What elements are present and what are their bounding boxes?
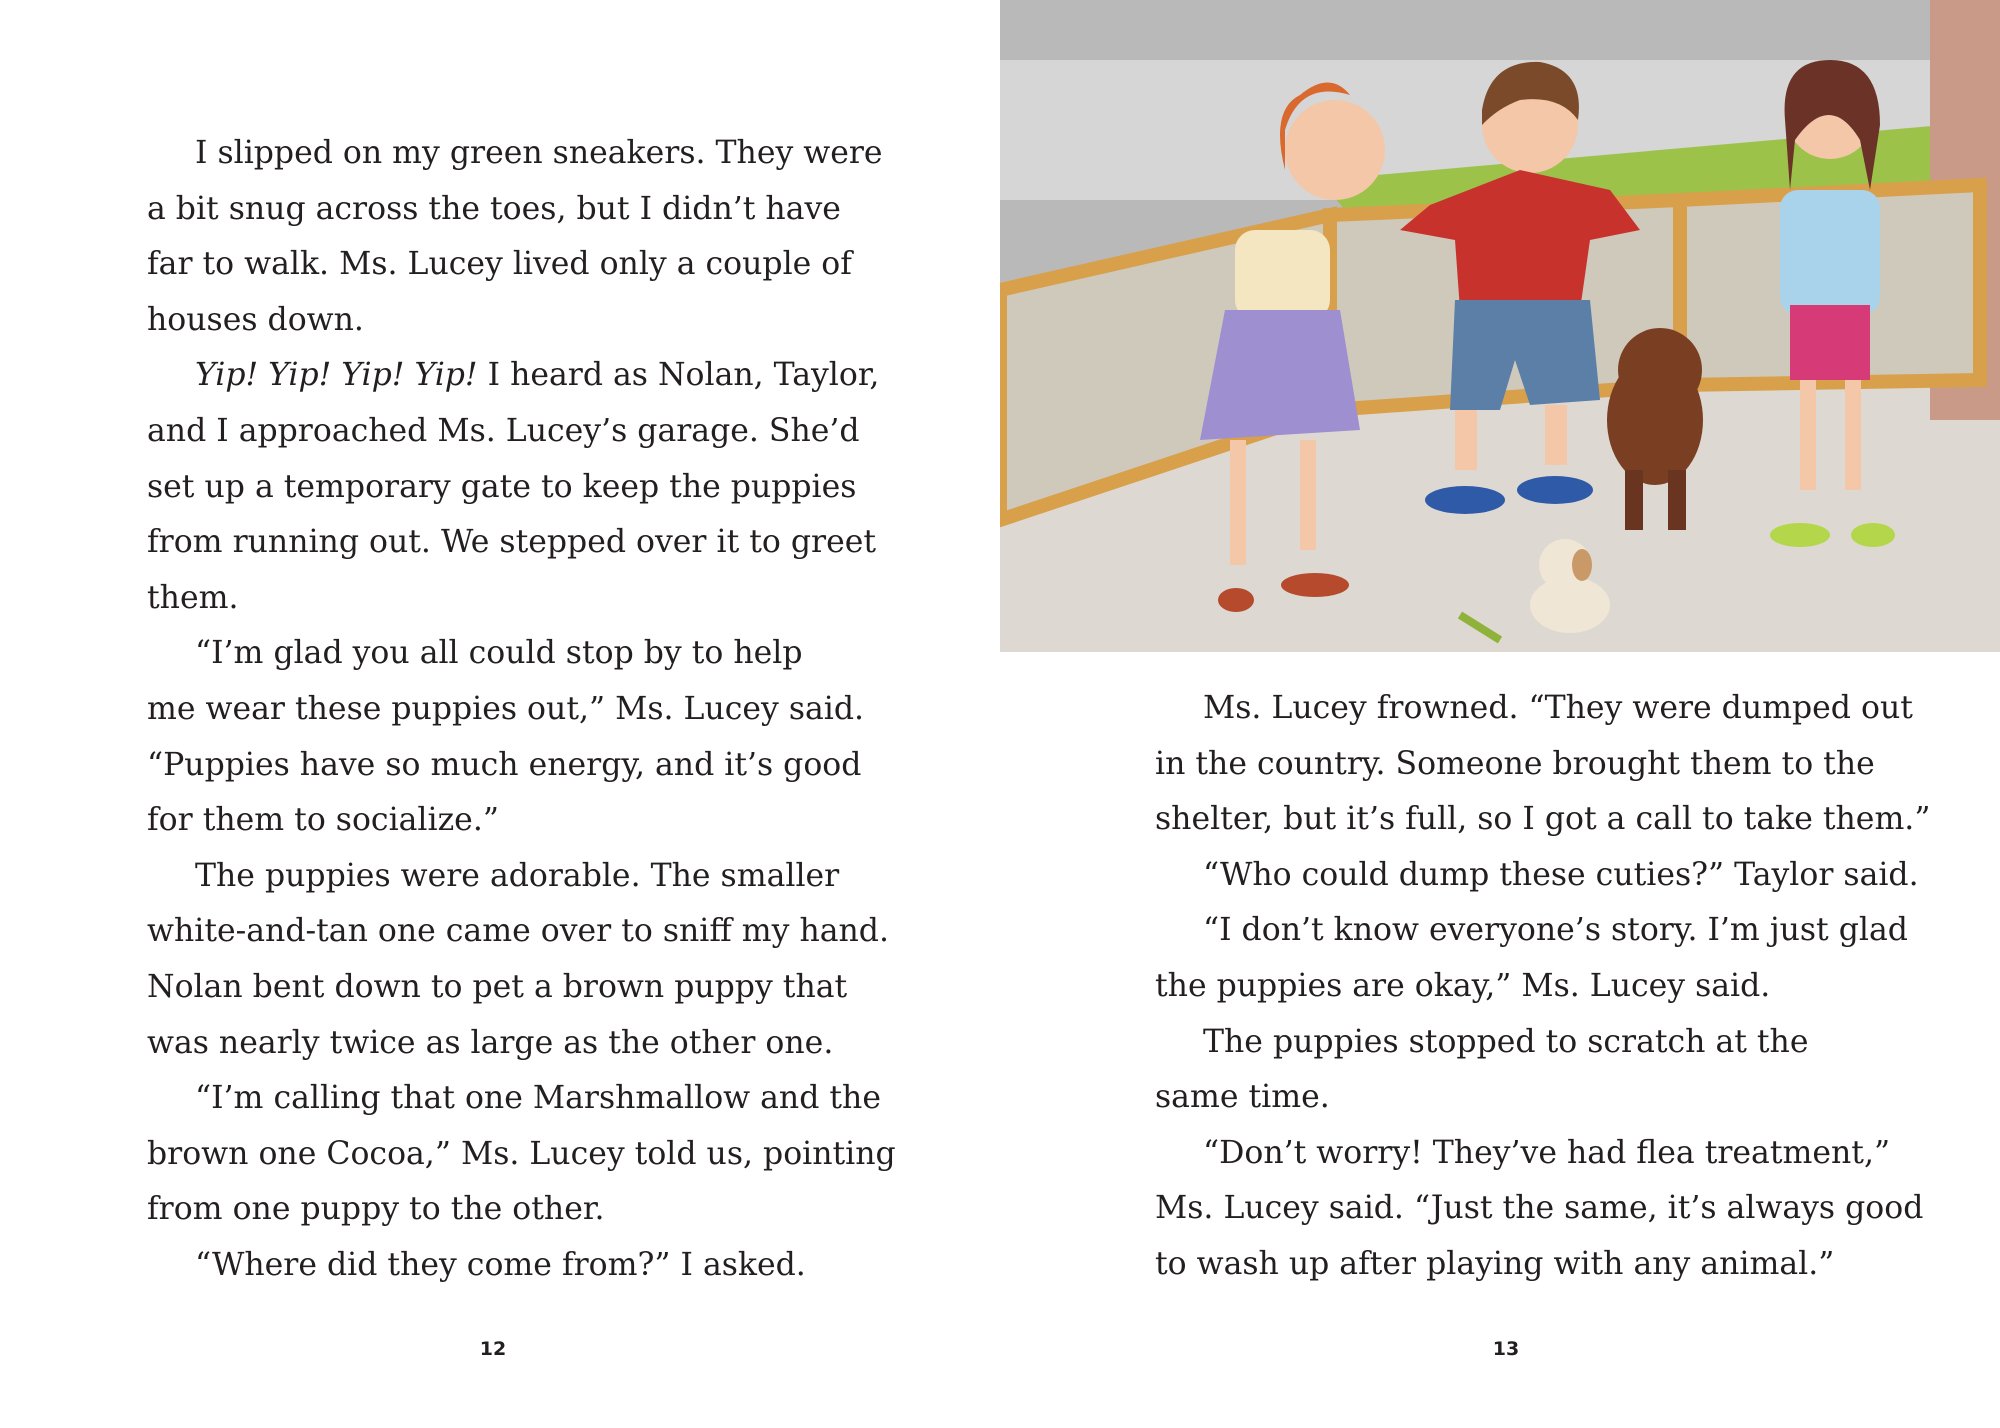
text-line: [147, 1238, 896, 1294]
line-text: for them to socialize.”: [147, 802, 499, 839]
line-text: shelter, but it’s full, so I got a call to take them.”: [1155, 801, 1931, 838]
line-text: “Where did they come from?” I asked.: [195, 1246, 806, 1283]
line-text: Nolan bent down to pet a brown puppy that: [147, 968, 848, 1005]
line-text: the puppies are okay,” Ms. Lucey said.: [1155, 967, 1771, 1004]
text-line: [147, 738, 896, 794]
right-page: [1000, 0, 2000, 1428]
text-line: [147, 237, 896, 293]
line-text: “I’m glad you all could stop by to help: [195, 635, 803, 672]
text-line: [1155, 737, 1930, 793]
text-line: [147, 1071, 896, 1127]
text-line: [1155, 959, 1930, 1015]
text-line: [1155, 681, 1930, 737]
line-text: Ms. Lucey said. “Just the same, it’s always good: [1155, 1190, 1924, 1227]
page-number-right: 13: [1492, 1338, 1520, 1360]
line-text: The puppies were adorable. The smaller: [195, 857, 840, 894]
right-page-text: [1155, 681, 1930, 1293]
text-line: [1155, 1237, 1930, 1293]
line-text: far to walk. Ms. Lucey lived only a couple of: [147, 246, 852, 283]
text-line: [147, 682, 896, 738]
left-page-text: [147, 126, 896, 1293]
line-text: same time.: [1155, 1079, 1330, 1116]
text-line: [1155, 903, 1930, 959]
line-text: was nearly twice as large as the other one.: [147, 1024, 834, 1061]
line-text: “Who could dump these cuties?” Taylor said.: [1203, 856, 1919, 893]
text-line: [1155, 1015, 1930, 1071]
children-with-puppies-illustration: [1000, 0, 2000, 652]
text-line: [147, 515, 896, 571]
line-text: houses down.: [147, 301, 364, 338]
text-line: [147, 126, 896, 182]
line-text: Ms. Lucey frowned. “They were dumped out: [1203, 690, 1913, 726]
text-line: [1155, 1126, 1930, 1182]
text-line: [147, 904, 896, 960]
text-line: [147, 404, 896, 460]
text-line: [147, 293, 896, 349]
line-text: from one puppy to the other.: [147, 1191, 605, 1228]
line-text: “I don’t know everyone’s story. I’m just glad: [1203, 912, 1908, 949]
italic-text: Yip! Yip! Yip! Yip!: [195, 357, 478, 394]
line-text: The puppies stopped to scratch at the: [1203, 1023, 1809, 1060]
line-text: in the country. Someone brought them to the: [1155, 745, 1875, 782]
text-line: [147, 626, 896, 682]
text-line: [147, 793, 896, 849]
text-line: [147, 571, 896, 627]
line-text: I slipped on my green sneakers. They were: [195, 135, 883, 171]
text-line: [147, 460, 896, 516]
line-text: me wear these puppies out,” Ms. Lucey said.: [147, 690, 865, 727]
text-line: [147, 348, 896, 404]
text-line: [147, 960, 896, 1016]
text-line: [1155, 1070, 1930, 1126]
line-text: them.: [147, 579, 239, 616]
line-text: “I’m calling that one Marshmallow and the: [195, 1080, 881, 1117]
text-line: [147, 182, 896, 238]
line-text: and I approached Ms. Lucey’s garage. She’d: [147, 412, 860, 449]
line-text: from running out. We stepped over it to greet: [147, 524, 877, 561]
text-line: [1155, 848, 1930, 904]
line-text: set up a temporary gate to keep the puppies: [147, 468, 857, 505]
line-text: to wash up after playing with any animal.”: [1155, 1245, 1835, 1282]
line-text: “Puppies have so much energy, and it’s good: [147, 746, 862, 783]
text-line: [147, 1016, 896, 1072]
text-line: [147, 1127, 896, 1183]
text-line: [147, 849, 896, 905]
text-line: [1155, 792, 1930, 848]
line-text: I heard as Nolan, Taylor,: [477, 357, 880, 394]
text-line: [147, 1182, 896, 1238]
text-line: [1155, 1181, 1930, 1237]
line-text: “Don’t worry! They’ve had flea treatment,”: [1203, 1134, 1891, 1171]
line-text: a bit snug across the toes, but I didn’t have: [147, 190, 841, 227]
page-number-left: 12: [479, 1338, 507, 1360]
line-text: brown one Cocoa,” Ms. Lucey told us, pointing: [147, 1135, 896, 1172]
line-text: white-and-tan one came over to sniff my hand.: [147, 913, 889, 950]
